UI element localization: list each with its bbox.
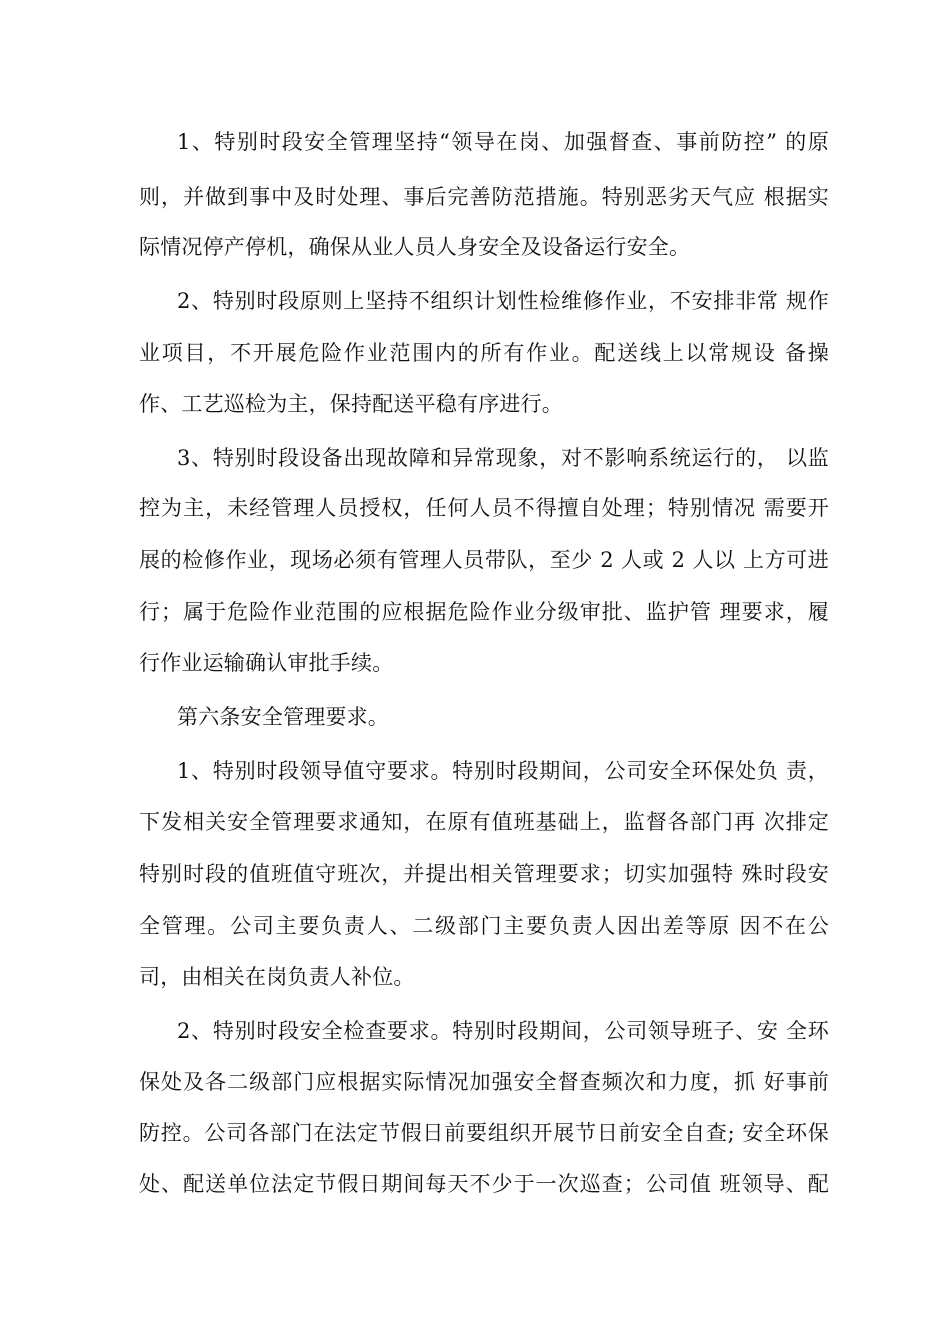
- text-line: 保处及各二级部门应根据实际情况加强安全督查频次和力度，抓 好事前: [139, 1070, 829, 1094]
- text-line: 行；属于危险作业范围的应根据危险作业分级审批、监护管 理要求，履: [139, 600, 829, 624]
- text-line: 2、特别时段安全检查要求。特别时段期间，公司领导班子、安 全环: [177, 1019, 829, 1043]
- text-line: 行作业运输确认审批手续。: [139, 651, 394, 675]
- text-line: 展的检修作业，现场必须有管理人员带队，至少 2 人或 2 人以 上方可进: [139, 548, 829, 572]
- text-line: 防控。公司各部门在法定节假日前要组织开展节日前安全自查; 安全环保: [139, 1121, 829, 1145]
- text-line: 司，由相关在岗负责人补位。: [139, 965, 415, 989]
- text-line: 1、特别时段安全管理坚持“领导在岗、加强督查、事前防控” 的原: [177, 130, 829, 154]
- text-line: 控为主，未经管理人员授权，任何人员不得擅自处理；特别情况 需要开: [139, 496, 829, 520]
- text-line: 特别时段的值班值守班次，并提出相关管理要求；切实加强特 殊时段安: [139, 862, 829, 886]
- text-line: 全管理。公司主要负责人、二级部门主要负责人因出差等原 因不在公: [139, 914, 829, 938]
- section-heading: 第六条安全管理要求。: [177, 705, 389, 729]
- text-line: 3、特别时段设备出现故障和异常现象，对不影响系统运行的， 以监: [177, 446, 829, 470]
- text-line: 2、特别时段原则上坚持不组织计划性检维修作业，不安排非常 规作: [177, 289, 829, 313]
- text-line: 作、工艺巡检为主，保持配送平稳有序进行。: [139, 392, 563, 416]
- text-line: 下发相关安全管理要求通知，在原有值班基础上，监督各部门再 次排定: [139, 810, 829, 834]
- text-line: 1、特别时段领导值守要求。特别时段期间，公司安全环保处负 责，: [177, 759, 829, 783]
- text-line: 际情况停产停机，确保从业人员人身安全及设备运行安全。: [139, 235, 691, 259]
- text-line: 则，并做到事中及时处理、事后完善防范措施。特别恶劣天气应 根据实: [139, 185, 829, 209]
- text-line: 处、配送单位法定节假日期间每天不少于一次巡查；公司值 班领导、配: [139, 1172, 829, 1196]
- text-line: 业项目，不开展危险作业范围内的所有作业。配送线上以常规设 备操: [139, 341, 829, 365]
